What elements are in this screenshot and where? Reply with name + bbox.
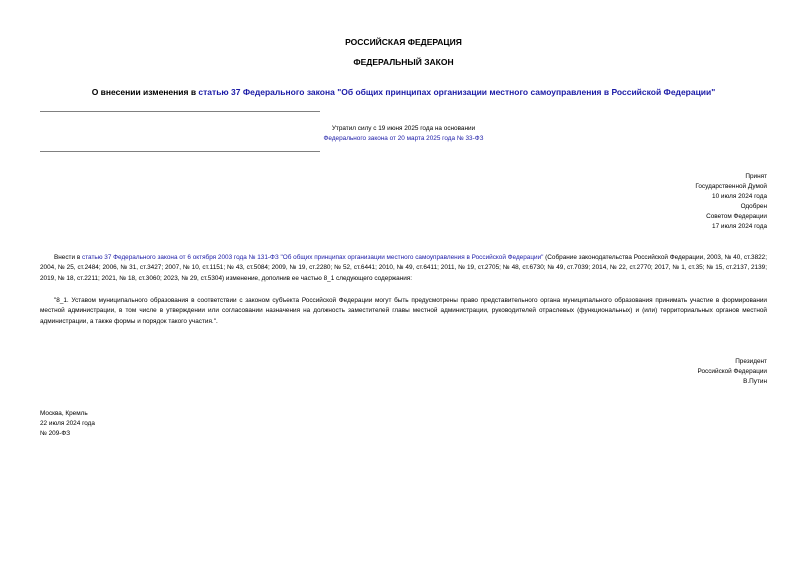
divider-bottom — [40, 151, 320, 152]
footer-place: Москва, Кремль — [40, 410, 88, 417]
signature-block — [698, 357, 768, 387]
approved-label: Одобрен — [740, 203, 767, 210]
amendment-paragraph — [40, 253, 767, 284]
repeal-status — [0, 124, 807, 144]
amendment-law-link[interactable]: статью 37 Федерального закона от 6 октября 2003 года № 131-ФЗ "Об общих принципах организации местного самоуправления в Российской Федерации" — [82, 254, 544, 261]
amendment-quote: "8_1. Уставом муниципального образования в соответствии с законом субъекта Российской Федерации могут быть предусмотрены право представительного органа муниципального образования принимать участие в формировании местной администрации, в том числе в утверждении или согласовании назначения на должность заместителей главы местной администрации, руководителей отраслевых (функциональных) и (или) территориальных органов местной администрации, а также формы и порядок такого участия.". — [40, 297, 767, 325]
law-type-heading: ФЕДЕРАЛЬНЫЙ ЗАКОН — [353, 57, 454, 67]
adoption-block — [695, 172, 767, 232]
amendment-intro-suffix: (Собрание законодательства Российской Федерации, 2003, № 40, ст.3822; 2004, № 25, ст.2484; 2006, № 31, ст.3427; 2007, № 10, ст.1151; № 43, ст.5084; 2009, № 19, ст.2280; № 52, ст.6441; 2010, № 49, ст.6411; 2011, № 19, ст.2705; № 48, ст.6730; № 49, ст.7039; 2014, № 22, ст.2770; 2017, № 1, ст.35; № 15, ст.2137, 2139; 2019, № 18, ст.2211; 2021, № 18, ст.3060; 2023, № 29, ст.5304) изменение, дополнив ее частью 8_1 следующего содержания: — [40, 254, 768, 282]
footer-block — [40, 409, 95, 439]
signature-position: Президент — [735, 358, 767, 365]
signature-name: В.Путин — [743, 378, 767, 385]
council-date: 17 июля 2024 года — [712, 223, 767, 230]
amendment-intro-prefix: Внести в — [54, 254, 82, 261]
country-heading: РОССИЙСКАЯ ФЕДЕРАЦИЯ — [345, 37, 462, 47]
repeal-status-text: Утратил силу с 19 июня 2025 года на основании — [331, 125, 476, 132]
repeal-law-link[interactable]: Федерального закона от 20 марта 2025 года № 33-ФЗ — [323, 135, 484, 142]
council-label: Советом Федерации — [706, 213, 767, 220]
duma-label: Государственной Думой — [695, 183, 767, 190]
adopted-label: Принят — [745, 173, 767, 180]
law-title-link[interactable]: статью 37 Федерального закона "Об общих принципах организации местного самоуправления в Российской Федерации" — [198, 87, 716, 97]
divider-top — [40, 111, 320, 112]
signature-country: Российской Федерации — [697, 368, 767, 375]
law-title-prefix: О внесении изменения в — [91, 87, 199, 97]
law-title — [0, 87, 807, 97]
duma-date: 10 июля 2024 года — [712, 193, 767, 200]
footer-number: № 209-ФЗ — [40, 430, 71, 437]
footer-date: 22 июля 2024 года — [40, 420, 95, 427]
